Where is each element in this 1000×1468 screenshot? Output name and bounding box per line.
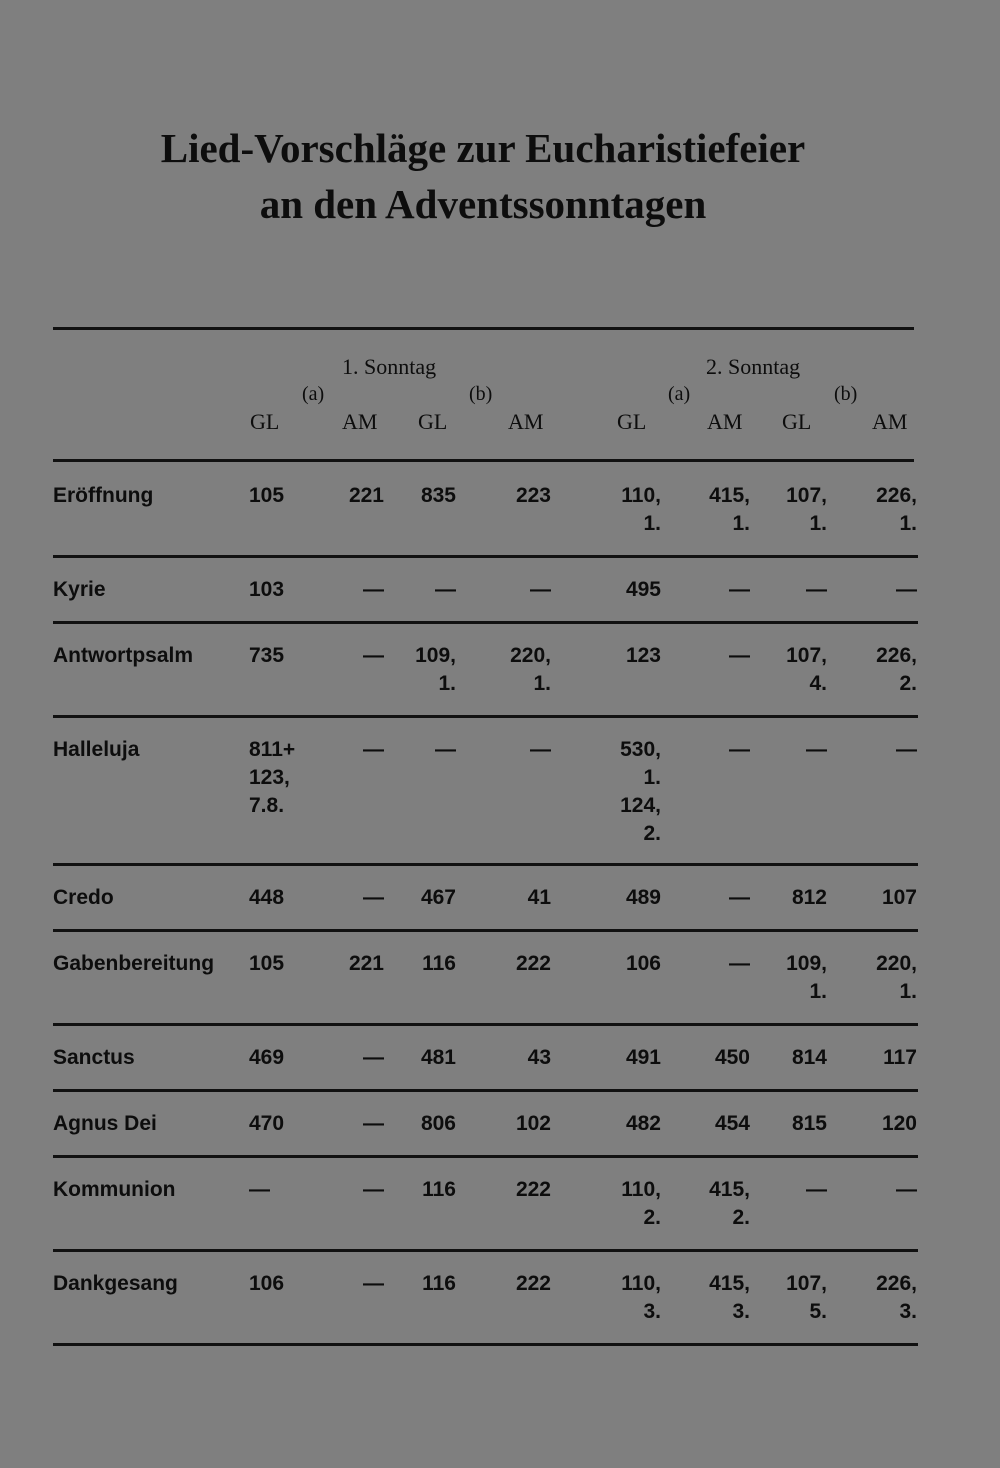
row-label: Sanctus (53, 1046, 135, 1069)
row-label: Halleluja (53, 738, 140, 761)
header-variant-b-2: (b) (834, 383, 858, 405)
cell-gl-2b: — (806, 738, 827, 761)
cell-am-1a: 221 (348, 952, 384, 975)
cell-am-2a: — (729, 578, 750, 601)
cell-gl-2a: 110, 3. (621, 1272, 661, 1323)
table-row (53, 558, 918, 624)
cell-am-1a: — (363, 644, 384, 667)
cell-am-1a: — (363, 1112, 384, 1135)
cell-am-2b: 226, 1. (876, 484, 917, 535)
cell-am-1b: 222 (515, 1178, 551, 1201)
cell-am-1a: — (363, 1178, 384, 1201)
header-am-2b: AM (872, 409, 908, 434)
header-am-2a: AM (707, 409, 743, 434)
table-row (53, 1158, 918, 1252)
cell-am-1a: — (363, 578, 384, 601)
row-label: Kyrie (53, 578, 106, 601)
header-am-1a: AM (342, 409, 378, 434)
cell-am-2b: 220, 1. (876, 952, 917, 1003)
table-row (53, 1252, 918, 1346)
row-label: Antwortpsalm (53, 644, 194, 667)
cell-gl-1b: 835 (420, 484, 456, 507)
cell-gl-1a: 469 (249, 1046, 285, 1069)
cell-gl-1b: 109, 1. (415, 644, 456, 695)
header-am-1b: AM (508, 409, 544, 434)
header-variant-b-1: (b) (469, 383, 493, 405)
header-gl-2a: GL (617, 409, 647, 434)
header-variant-a-2: (a) (668, 383, 691, 405)
cell-am-2a: — (729, 644, 750, 667)
cell-gl-2a: 123 (625, 644, 661, 667)
cell-am-1a: 221 (348, 484, 384, 507)
cell-am-2b: 226, 2. (876, 644, 917, 695)
cell-am-2b: 226, 3. (876, 1272, 917, 1323)
title-line-2: an den Adventssonntagen (259, 181, 707, 227)
cell-am-1b: 220, 1. (510, 644, 551, 695)
table-row (53, 464, 918, 558)
cell-am-1a: — (363, 1272, 384, 1295)
header-sunday-2: 2. Sonntag (706, 354, 801, 379)
header-gl-1b: GL (418, 409, 448, 434)
cell-gl-1a: 811+ 123, 7.8. (249, 738, 296, 817)
cell-gl-1b: 467 (420, 886, 456, 909)
cell-am-2a: — (729, 886, 750, 909)
cell-gl-2b: 109, 1. (786, 952, 827, 1003)
header-variant-a-1: (a) (302, 383, 325, 405)
cell-am-1b: 222 (515, 952, 551, 975)
cell-gl-1b: — (435, 738, 456, 761)
cell-gl-1a: — (249, 1178, 270, 1201)
cell-am-2b: 117 (883, 1046, 917, 1069)
cell-am-1b: — (530, 578, 551, 601)
table-row (53, 932, 918, 1026)
cell-am-1b: 102 (515, 1112, 551, 1135)
row-label: Eröffnung (53, 484, 154, 507)
cell-am-2a: 415, 1. (709, 484, 750, 535)
cell-am-2a: — (729, 738, 750, 761)
cell-am-1b: 41 (527, 886, 551, 909)
row-label: Gabenbereitung (53, 952, 215, 975)
header-sunday-1: 1. Sonntag (342, 354, 437, 379)
table-row (53, 1092, 918, 1158)
cell-gl-1a: 105 (249, 952, 285, 975)
cell-gl-2b: — (806, 578, 827, 601)
cell-am-2a: 415, 2. (709, 1178, 750, 1229)
title-line-1: Lied-Vorschläge zur Eucharistiefeier (160, 125, 806, 171)
header-gl-1a: GL (250, 409, 280, 434)
cell-am-2a: 450 (714, 1046, 750, 1069)
table-row (53, 866, 918, 932)
cell-gl-2a: 491 (625, 1046, 661, 1069)
table-row (53, 718, 918, 866)
cell-gl-1a: 103 (249, 578, 285, 601)
row-label: Dankgesang (53, 1272, 178, 1295)
cell-gl-2a: 110, 2. (621, 1178, 661, 1229)
table-row (53, 624, 918, 718)
table-top-rule (53, 327, 914, 330)
header-gl-2b: GL (782, 409, 812, 434)
cell-am-1a: — (363, 1046, 384, 1069)
cell-gl-1a: 105 (249, 484, 285, 507)
cell-am-1b: 43 (527, 1046, 551, 1069)
cell-am-2b: — (896, 738, 917, 761)
cell-gl-2b: — (806, 1178, 827, 1201)
cell-gl-1a: 448 (249, 886, 285, 909)
table-row (53, 1026, 918, 1092)
cell-gl-2b: 812 (791, 886, 827, 909)
cell-am-2a: — (729, 952, 750, 975)
cell-am-2b: — (896, 578, 917, 601)
cell-am-1b: 222 (515, 1272, 551, 1295)
cell-gl-1a: 735 (249, 644, 285, 667)
cell-gl-1b: 116 (422, 952, 456, 975)
cell-gl-1b: 116 (422, 1178, 456, 1201)
cell-gl-2a: 110, 1. (621, 484, 661, 535)
cell-gl-2b: 814 (791, 1046, 827, 1069)
row-label: Kommunion (53, 1178, 176, 1201)
cell-am-1b: — (530, 738, 551, 761)
cell-gl-2a: 482 (625, 1112, 661, 1135)
row-label: Agnus Dei (53, 1112, 157, 1135)
cell-am-1a: — (363, 886, 384, 909)
cell-am-2b: 120 (881, 1112, 917, 1135)
cell-gl-1b: 481 (420, 1046, 456, 1069)
cell-gl-2b: 107, 1. (786, 484, 827, 535)
row-label: Credo (53, 886, 114, 909)
cell-am-2b: 107 (881, 886, 917, 909)
cell-gl-1a: 470 (249, 1112, 285, 1135)
cell-gl-2b: 815 (791, 1112, 827, 1135)
song-table (53, 464, 918, 1346)
cell-gl-2a: 106 (625, 952, 661, 975)
cell-am-2a: 454 (714, 1112, 750, 1135)
cell-am-1b: 223 (515, 484, 551, 507)
cell-gl-1a: 106 (249, 1272, 285, 1295)
cell-am-1a: — (363, 738, 384, 761)
cell-am-2b: — (896, 1178, 917, 1201)
cell-gl-2a: 495 (625, 578, 661, 601)
cell-gl-2a: 530, 1. 124, 2. (620, 738, 661, 845)
header-bottom-rule (53, 459, 914, 462)
cell-gl-2b: 107, 5. (786, 1272, 827, 1323)
cell-gl-1b: 116 (422, 1272, 456, 1295)
cell-am-2a: 415, 3. (709, 1272, 750, 1323)
cell-gl-1b: — (435, 578, 456, 601)
page-title (0, 120, 966, 232)
cell-gl-1b: 806 (420, 1112, 456, 1135)
cell-gl-2b: 107, 4. (786, 644, 827, 695)
cell-gl-2a: 489 (625, 886, 661, 909)
